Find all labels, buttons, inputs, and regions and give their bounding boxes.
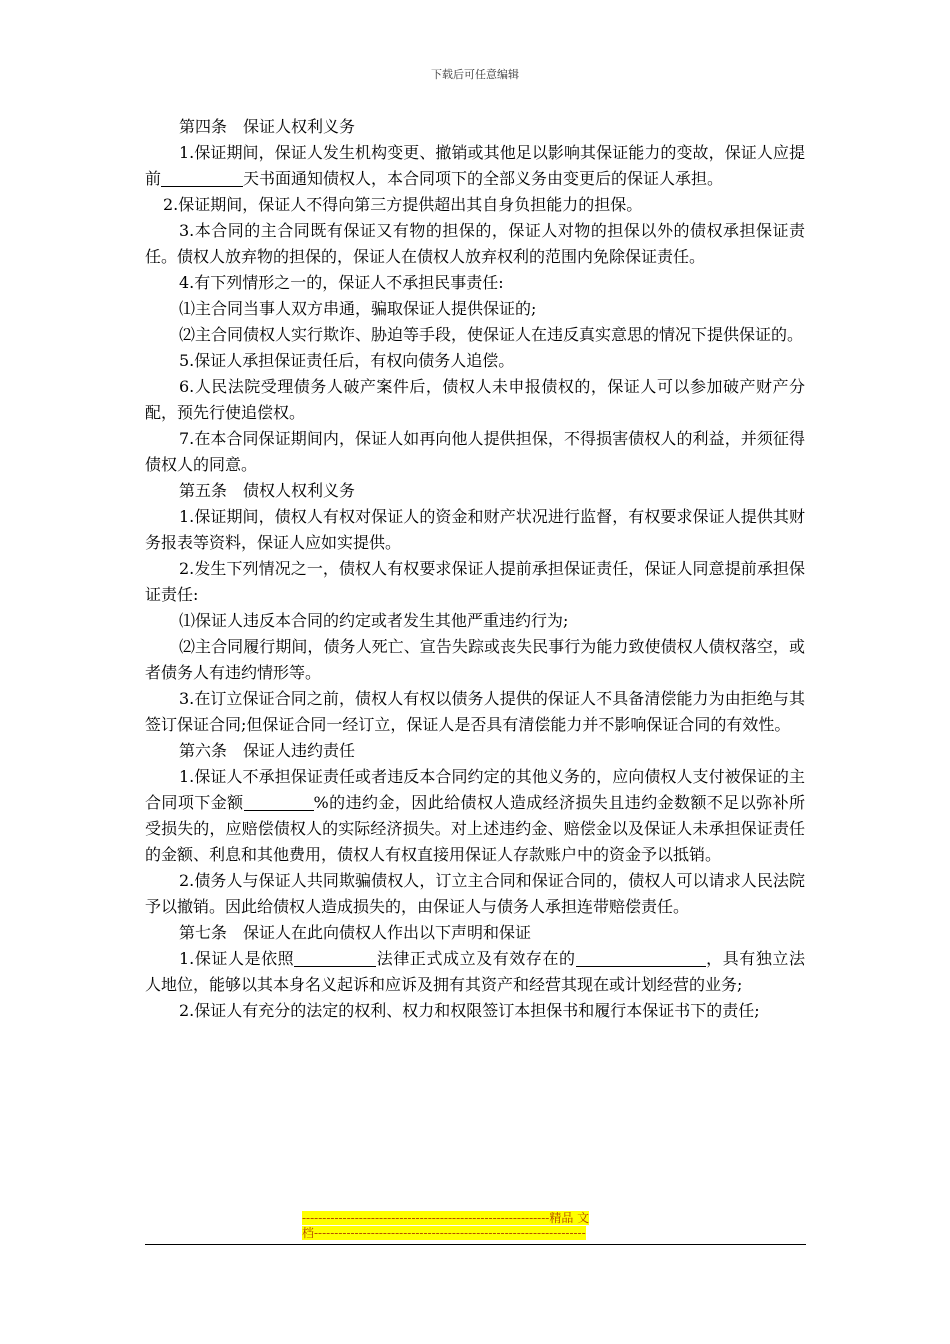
paragraph: 6.人民法院受理债务人破产案件后，债权人未申报债权的，保证人可以参加破产财产分配，预先行使追偿权。 <box>145 377 805 422</box>
text-segment: 天书面通知债权人，本合同项下的全部义务由变更后的保证人承担。 <box>243 169 724 188</box>
page-header: 下载后可任意编辑 <box>431 68 519 81</box>
footer-watermark <box>302 1211 648 1241</box>
paragraph <box>145 946 805 998</box>
fill-in-blank <box>161 168 243 187</box>
footer-line-2: 档------------------------------------------------------------------- <box>302 1226 586 1240</box>
paragraph: 4.有下列情形之一的，保证人不承担民事责任: <box>179 273 504 292</box>
paragraph: ⑵主合同履行期间，债务人死亡、宣告失踪或丧失民事行为能力致使债权人债权落空，或者债务人有违约情形等。 <box>145 637 805 682</box>
text-segment: 法律正式成立及有效存在的 <box>376 949 576 968</box>
text-segment: 1.保证人不承担保证责任或者违反本合同约定的其他义务的，应向债权人支付被保证的主合同项下金额 <box>145 767 805 812</box>
section-heading: 第四条 保证人权利义务 <box>179 117 356 136</box>
paragraph: ⑴保证人违反本合同的约定或者发生其他严重违约行为; <box>179 611 569 630</box>
fill-in-blank <box>576 948 706 967</box>
paragraph: 5.保证人承担保证责任后，有权向债务人追偿。 <box>179 351 515 370</box>
paragraph: ⑵主合同债权人实行欺诈、胁迫等手段，使保证人在违反真实意思的情况下提供保证的。 <box>179 325 804 344</box>
text-segment: ，具有独立法人地位，能够以其本身名义起诉和应诉及拥有其资产和经营其现在或计划经营的业务; <box>145 949 805 994</box>
text-segment: %的违约金，因此给债权人造成经济损失且违约金数额不足以弥补所受损失的，应赔偿债权人的实际经济损失。对上述违约金、赔偿金以及保证人未承担保证责任的金额、利息和其他费用，债权人有权直接用保证人存款账户中的资金予以抵销。 <box>145 793 805 864</box>
text-segment: 1.保证期间，保证人发生机构变更、撤销或其他足以影响其保证能力的变故，保证人应提前 <box>145 143 805 188</box>
paragraph: 2.发生下列情况之一，债权人有权要求保证人提前承担保证责任，保证人同意提前承担保证责任: <box>145 559 805 604</box>
footer-line-1: -------------------------------------------------------------精品 文 <box>302 1211 590 1225</box>
paragraph: 1.保证期间，债权人有权对保证人的资金和财产状况进行监督，有权要求保证人提供其财务报表等资料，保证人应如实提供。 <box>145 507 805 552</box>
footer-rule <box>145 1244 806 1245</box>
paragraph: 3.本合同的主合同既有保证又有物的担保的，保证人对物的担保以外的债权承担保证责任。债权人放弃物的担保的，保证人在债权人放弃权利的范围内免除保证责任。 <box>145 221 805 266</box>
text-segment: 1.保证人是依照 <box>179 949 295 968</box>
document-body <box>145 114 805 1024</box>
section-heading: 第五条 债权人权利义务 <box>179 481 356 500</box>
paragraph: 7.在本合同保证期间内，保证人如再向他人提供担保，不得损害债权人的利益，并须征得债权人的同意。 <box>145 429 805 474</box>
paragraph: 2.债务人与保证人共同欺骗债权人，订立主合同和保证合同的，债权人可以请求人民法院予以撤销。因此给债权人造成损失的，由保证人与债务人承担连带赔偿责任。 <box>145 871 805 916</box>
paragraph <box>145 140 805 192</box>
section-heading: 第六条 保证人违约责任 <box>179 741 356 760</box>
section-heading: 第七条 保证人在此向债权人作出以下声明和保证 <box>179 923 532 942</box>
paragraph: 2.保证人有充分的法定的权利、权力和权限签订本担保书和履行本保证书下的责任; <box>179 1001 760 1020</box>
paragraph: ⑴主合同当事人双方串通，骗取保证人提供保证的; <box>179 299 537 318</box>
fill-in-blank <box>294 948 376 967</box>
fill-in-blank <box>244 792 314 811</box>
paragraph: 3.在订立保证合同之前，债权人有权以债务人提供的保证人不具备清偿能力为由拒绝与其签订保证合同;但保证合同一经订立，保证人是否具有清偿能力并不影响保证合同的有效性。 <box>145 689 805 734</box>
paragraph: 2.保证期间，保证人不得向第三方提供超出其自身负担能力的担保。 <box>163 195 643 214</box>
paragraph <box>145 764 805 868</box>
